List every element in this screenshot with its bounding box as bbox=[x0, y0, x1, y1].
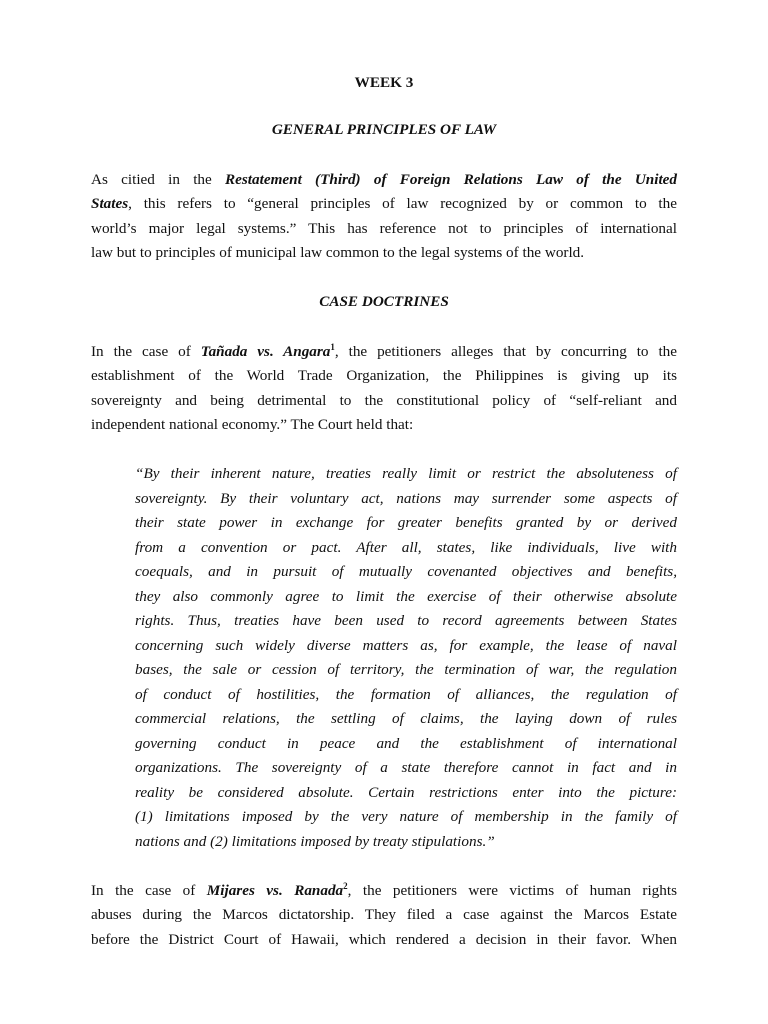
week-heading: WEEK 3 bbox=[354, 74, 414, 91]
para2-line-2: establishment of the World Trade Organization, the Philippines is giving up its bbox=[91, 367, 677, 384]
para1-line-2 bbox=[91, 192, 677, 216]
quote-line: organizations. The sovereignty of a state therefore cannot in fact and in bbox=[135, 759, 677, 776]
restatement-citation-cont: States bbox=[91, 195, 129, 212]
quote-line: nations and (2) limitations imposed by treaty stipulations.” bbox=[135, 833, 495, 850]
quote-line: rights. Thus, treaties have been used to record agreements between States bbox=[135, 612, 677, 629]
para2-line-4: independent national economy.” The Court held that: bbox=[91, 416, 414, 433]
restatement-citation: Restatement (Third) of Foreign Relations Law of the United bbox=[225, 171, 678, 188]
quote-line: (1) limitations imposed by the very nature of membership in the family of bbox=[135, 808, 677, 825]
para2-text: , the petitioners alleges that by concurring to the bbox=[334, 343, 677, 360]
footnote-ref-2: 2 bbox=[343, 880, 348, 891]
para1-line-1 bbox=[91, 168, 677, 192]
quote-line: from a convention or pact. After all, states, like individuals, live with bbox=[135, 539, 677, 556]
para2-line-1 bbox=[91, 340, 677, 364]
para1-line-3: world’s major legal systems.” This has reference not to principles of international bbox=[91, 220, 677, 237]
para3-line-3: before the District Court of Hawaii, which rendered a decision in their favor. When bbox=[91, 931, 677, 948]
para1-text: As citied in the bbox=[91, 171, 212, 188]
para3-line-1 bbox=[91, 879, 677, 903]
para1-text: , this refers to “general principles of law recognized by or common to the bbox=[128, 195, 677, 212]
case-name-mijares: Mijares vs. Ranada bbox=[206, 882, 344, 899]
quote-line: of conduct of hostilities, the formation of alliances, the regulation of bbox=[135, 686, 677, 703]
para2-text: In the case of bbox=[91, 343, 191, 360]
para3-line-2: abuses during the Marcos dictatorship. They filed a case against the Marcos Estate bbox=[91, 906, 677, 923]
section-title-case-doctrines: CASE DOCTRINES bbox=[319, 293, 449, 310]
quote-line: coequals, and in pursuit of mutually covenanted objectives and benefits, bbox=[135, 563, 677, 580]
quote-line: reality be considered absolute. Certain restrictions enter into the picture: bbox=[135, 784, 677, 801]
para3-text: , the petitioners were victims of human rights bbox=[347, 882, 678, 899]
quote-line: bases, the sale or cession of territory, the termination of war, the regulation bbox=[135, 661, 677, 678]
quote-line: their state power in exchange for greater benefits granted by or derived bbox=[135, 514, 677, 531]
para2-line-3: sovereignty and being detrimental to the constitutional policy of “self-reliant and bbox=[91, 392, 677, 409]
quote-line: commercial relations, the settling of claims, the laying down of rules bbox=[135, 710, 677, 727]
section-title-general-principles: GENERAL PRINCIPLES OF LAW bbox=[271, 121, 497, 138]
quote-line: “By their inherent nature, treaties really limit or restrict the absoluteness of bbox=[135, 465, 677, 482]
quote-line: governing conduct in peace and the establishment of international bbox=[135, 735, 677, 752]
case-name-tanada: Tañada vs. Angara bbox=[200, 343, 331, 360]
quote-line: concerning such widely diverse matters as, for example, the lease of naval bbox=[135, 637, 677, 654]
para3-text: In the case of bbox=[91, 882, 196, 899]
para1-line-4: law but to principles of municipal law common to the legal systems of the world. bbox=[91, 244, 585, 261]
quote-line: they also commonly agree to limit the exercise of their otherwise absolute bbox=[135, 588, 677, 605]
quote-line: sovereignty. By their voluntary act, nations may surrender some aspects of bbox=[135, 490, 677, 507]
footnote-ref-1: 1 bbox=[330, 341, 335, 352]
